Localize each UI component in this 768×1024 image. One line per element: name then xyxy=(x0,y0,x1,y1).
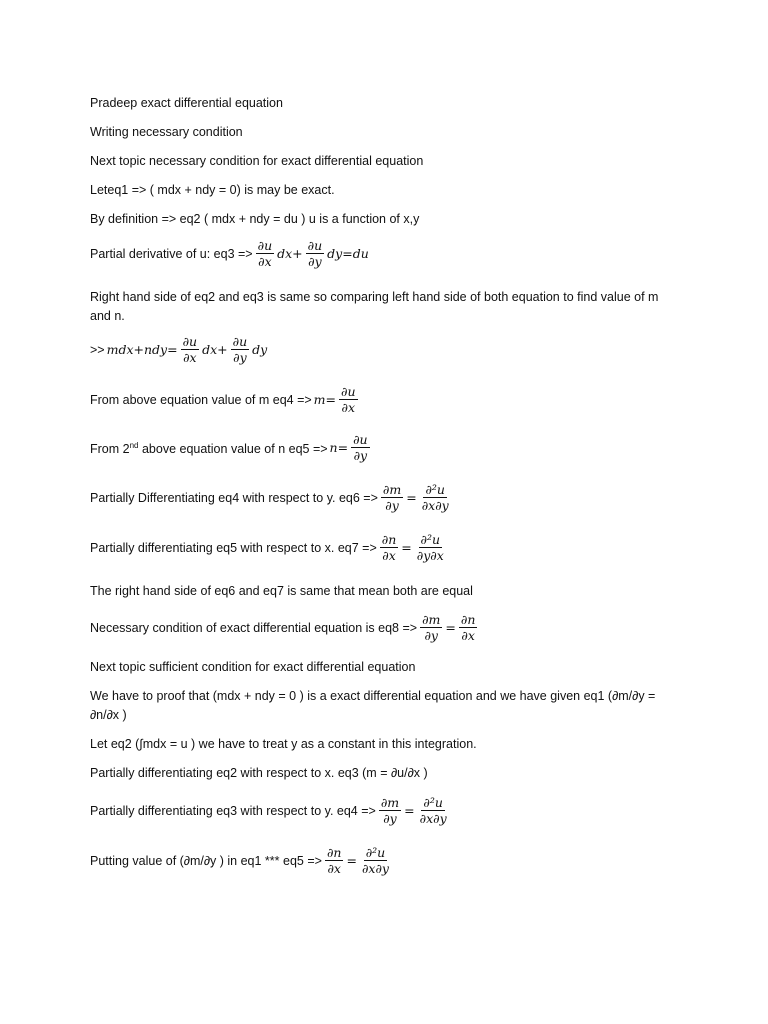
fraction: $\frac{\text{∂²u}}{\partial x\partial y}$ xyxy=(361,845,389,876)
text-line: Next topic necessary condition for exact differential equation xyxy=(90,154,424,168)
math-term: = xyxy=(346,852,357,868)
fraction: $\frac{\partial u}{\partial y}$ xyxy=(232,334,248,365)
text-prefix: Partially differentiating eq5 with respect to x. eq7 => xyxy=(90,540,377,555)
fraction: $\frac{\partial u}{\partial x}$ xyxy=(341,384,356,415)
math-term: dy=du xyxy=(327,245,369,261)
doc-title: Pradeep exact differential equation xyxy=(90,96,283,110)
math-term: n= xyxy=(329,439,349,455)
fraction: $\frac{\partial u}{\partial x}$ xyxy=(182,334,198,365)
equation-line-suff-eq5 xyxy=(90,845,392,876)
equation-line-eq6 xyxy=(90,482,452,513)
math-term: = xyxy=(406,489,417,505)
fraction: $\frac{\partial n}{\partial x}$ xyxy=(381,532,397,563)
text-paragraph: We have to proof that (mdx + ndy = 0 ) is a exact differential equation and we have given eq1 (∂m/∂y = ∂n/∂x ) xyxy=(90,689,656,722)
math-term: mdx+ndy= xyxy=(106,341,178,357)
text-line: Let eq2 (∫mdx = u ) we have to treat y as a constant in this integration. xyxy=(90,737,477,751)
text-prefix: Partially Differentiating eq4 with respect to y. eq6 => xyxy=(90,490,378,505)
fraction: $\frac{\partial n}{\partial x}$ xyxy=(460,612,476,643)
text-line: Partially differentiating eq2 with respect to x. eq3 (m = ∂u/∂x ) xyxy=(90,766,428,780)
equation-line-eq5 xyxy=(90,432,371,463)
fraction: $\frac{\text{∂²u}}{\partial x\partial y}$ xyxy=(419,795,447,826)
equation-line-suff-eq4 xyxy=(90,795,450,826)
text-paragraph: Right hand side of eq2 and eq3 is same so comparing left hand side of both equation to find value of m and n. xyxy=(90,290,659,323)
equation-line-eq8 xyxy=(90,612,478,643)
text-prefix: From 2nd above equation value of n eq5 => xyxy=(90,440,328,457)
math-term: = xyxy=(401,539,412,555)
fraction: $\frac{\partial u}{\partial y}$ xyxy=(353,432,368,463)
fraction: $\frac{\text{∂²u}}{\partial x\partial y}$ xyxy=(421,482,449,513)
fraction: $\frac{\partial m}{\partial y}$ xyxy=(422,612,441,643)
fraction: $\frac{\partial m}{\partial y}$ xyxy=(380,795,400,826)
text-line: Leteq1 => ( mdx + ndy = 0) is may be exact. xyxy=(90,183,335,197)
equation-line-eq3 xyxy=(90,238,369,269)
text-prefix: Partially differentiating eq3 with respect to y. eq4 => xyxy=(90,803,376,818)
equation-line-eq4 xyxy=(90,384,359,415)
text-line: The right hand side of eq6 and eq7 is same that mean both are equal xyxy=(90,584,473,598)
fraction: $\frac{\partial u}{\partial y}$ xyxy=(307,238,323,269)
text-prefix: Partial derivative of u: eq3 => xyxy=(90,246,253,261)
fraction: $\frac{\partial n}{\partial x}$ xyxy=(326,845,342,876)
fraction: $\frac{\partial u}{\partial x}$ xyxy=(257,238,273,269)
section-heading: Next topic sufficient condition for exact differential equation xyxy=(90,660,416,674)
equation-line-comparison xyxy=(90,334,267,365)
text-prefix: >> xyxy=(90,342,105,357)
fraction: $\frac{\text{∂²u}}{\partial y\partial x}$ xyxy=(416,532,444,563)
text-line: By definition => eq2 ( mdx + ndy = du ) u is a function of x,y xyxy=(90,212,420,226)
math-term: = xyxy=(404,802,415,818)
fraction: $\frac{\partial m}{\partial y}$ xyxy=(382,482,402,513)
math-term: = xyxy=(445,619,456,635)
math-term: dx+ xyxy=(277,245,303,261)
text-prefix: From above equation value of m eq4 => xyxy=(90,392,312,407)
text-prefix: Necessary condition of exact differential equation is eq8 => xyxy=(90,620,418,635)
text-prefix: Putting value of (∂m/∂y ) in eq1 *** eq5 => xyxy=(90,853,322,868)
equation-line-eq7 xyxy=(90,532,447,563)
text-line: Writing necessary condition xyxy=(90,125,243,139)
math-term: dy xyxy=(252,341,268,357)
math-term: dx+ xyxy=(202,341,228,357)
math-term: m= xyxy=(313,391,336,407)
